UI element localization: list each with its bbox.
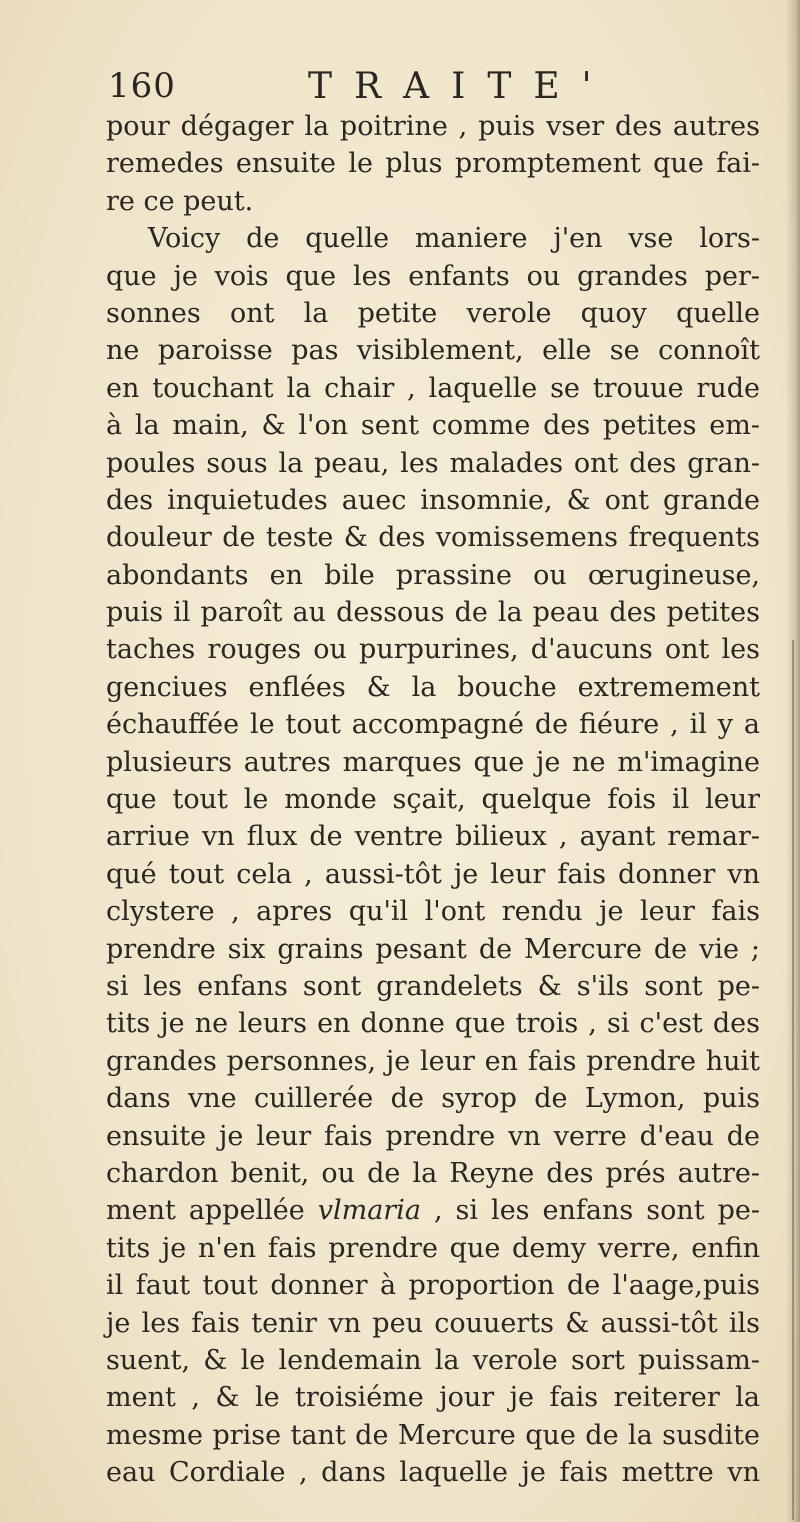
- text-line: qué tout cela , aussi-tôt je leur fais donner vn: [106, 858, 760, 890]
- text-line: grandes personnes, je leur en fais prendre huit: [106, 1045, 760, 1077]
- text-line: ne paroisse pas visiblement, elle se connoît: [106, 335, 760, 367]
- text-segment: , si les enfans sont pe-: [420, 1195, 760, 1227]
- text-line: puis il paroît au dessous de la peau des petites: [106, 597, 760, 629]
- text-line: taches rouges ou purpurines, d'aucuns ont les: [106, 634, 760, 666]
- text-line: suent, & le lendemain la verole sort puissam-: [106, 1344, 760, 1376]
- text-line: des inquietudes auec insomnie, & ont grande: [106, 484, 760, 516]
- text-line: tits je ne leurs en donne que trois , si c'est des: [106, 1008, 760, 1040]
- text-line: poules sous la peau, les malades ont des gran-: [106, 447, 760, 479]
- text-line: douleur de teste & des vomissemens frequents: [106, 522, 760, 554]
- text-line: mesme prise tant de Mercure que de la susdite: [106, 1419, 760, 1451]
- text-line: ensuite je leur fais prendre vn verre d'eau de: [106, 1120, 760, 1152]
- text-line: dans vne cuillerée de syrop de Lymon, puis: [106, 1083, 760, 1115]
- text-line: arriue vn flux de ventre bilieux , ayant remar-: [106, 821, 760, 853]
- text-line: pour dégager la poitrine , puis vser des autres: [106, 111, 760, 142]
- body-text: [106, 108, 760, 1491]
- text-line: que tout le monde sçait, quelque fois il leur: [106, 784, 760, 816]
- text-segment: ment appellée: [106, 1195, 318, 1227]
- text-line: prendre six grains pesant de Mercure de vie ;: [106, 933, 760, 965]
- text-line: à la main, & l'on sent comme des petites em-: [106, 410, 760, 442]
- text-line: sonnes ont la petite verole quoy quelle: [106, 297, 760, 329]
- running-head: TRAITE': [308, 66, 614, 107]
- text-line: il faut tout donner à proportion de l'aage,puis: [106, 1270, 760, 1302]
- text-line: échauffée le tout accompagné de fiéure , il y a: [106, 709, 760, 741]
- text-line: si les enfans sont grandelets & s'ils sont pe-: [106, 970, 760, 1002]
- text-line: genciues enflées & la bouche extremement: [106, 671, 760, 703]
- text-line: clystere , apres qu'il l'ont rendu je leur fais: [106, 896, 760, 928]
- text-line: tits je n'en fais prendre que demy verre, enfin: [106, 1232, 760, 1264]
- text-line: eau Cordiale , dans laquelle je fais mettre vn: [106, 1457, 760, 1489]
- page-header: [108, 66, 708, 110]
- text-line: plusieurs autres marques que je ne m'imagine: [106, 746, 760, 778]
- text-line: ment , & le troisiéme jour je fais reiterer la: [106, 1382, 760, 1414]
- text-line: abondants en bile prassine ou œrugineuse,: [106, 559, 760, 591]
- text-line: chardon benit, ou de la Reyne des prés autre-: [106, 1157, 760, 1189]
- text-line: en touchant la chair , laquelle se trouue rude: [106, 372, 760, 404]
- text-line: Voicy de quelle maniere j'en vse lors-: [148, 223, 760, 255]
- italic-term: vlmaria: [317, 1195, 421, 1227]
- text-line: que je vois que les enfants ou grandes per-: [106, 260, 760, 292]
- text-line-with-italic: [106, 1192, 760, 1229]
- text-line: re ce peut.: [106, 185, 254, 217]
- page-number: 160: [108, 66, 176, 106]
- text-line: je les fais tenir vn peu couuerts & aussi-tôt ils: [106, 1307, 760, 1339]
- page-edge-line: [792, 640, 794, 1520]
- text-line: remedes ensuite le plus promptement que fai-: [106, 148, 760, 180]
